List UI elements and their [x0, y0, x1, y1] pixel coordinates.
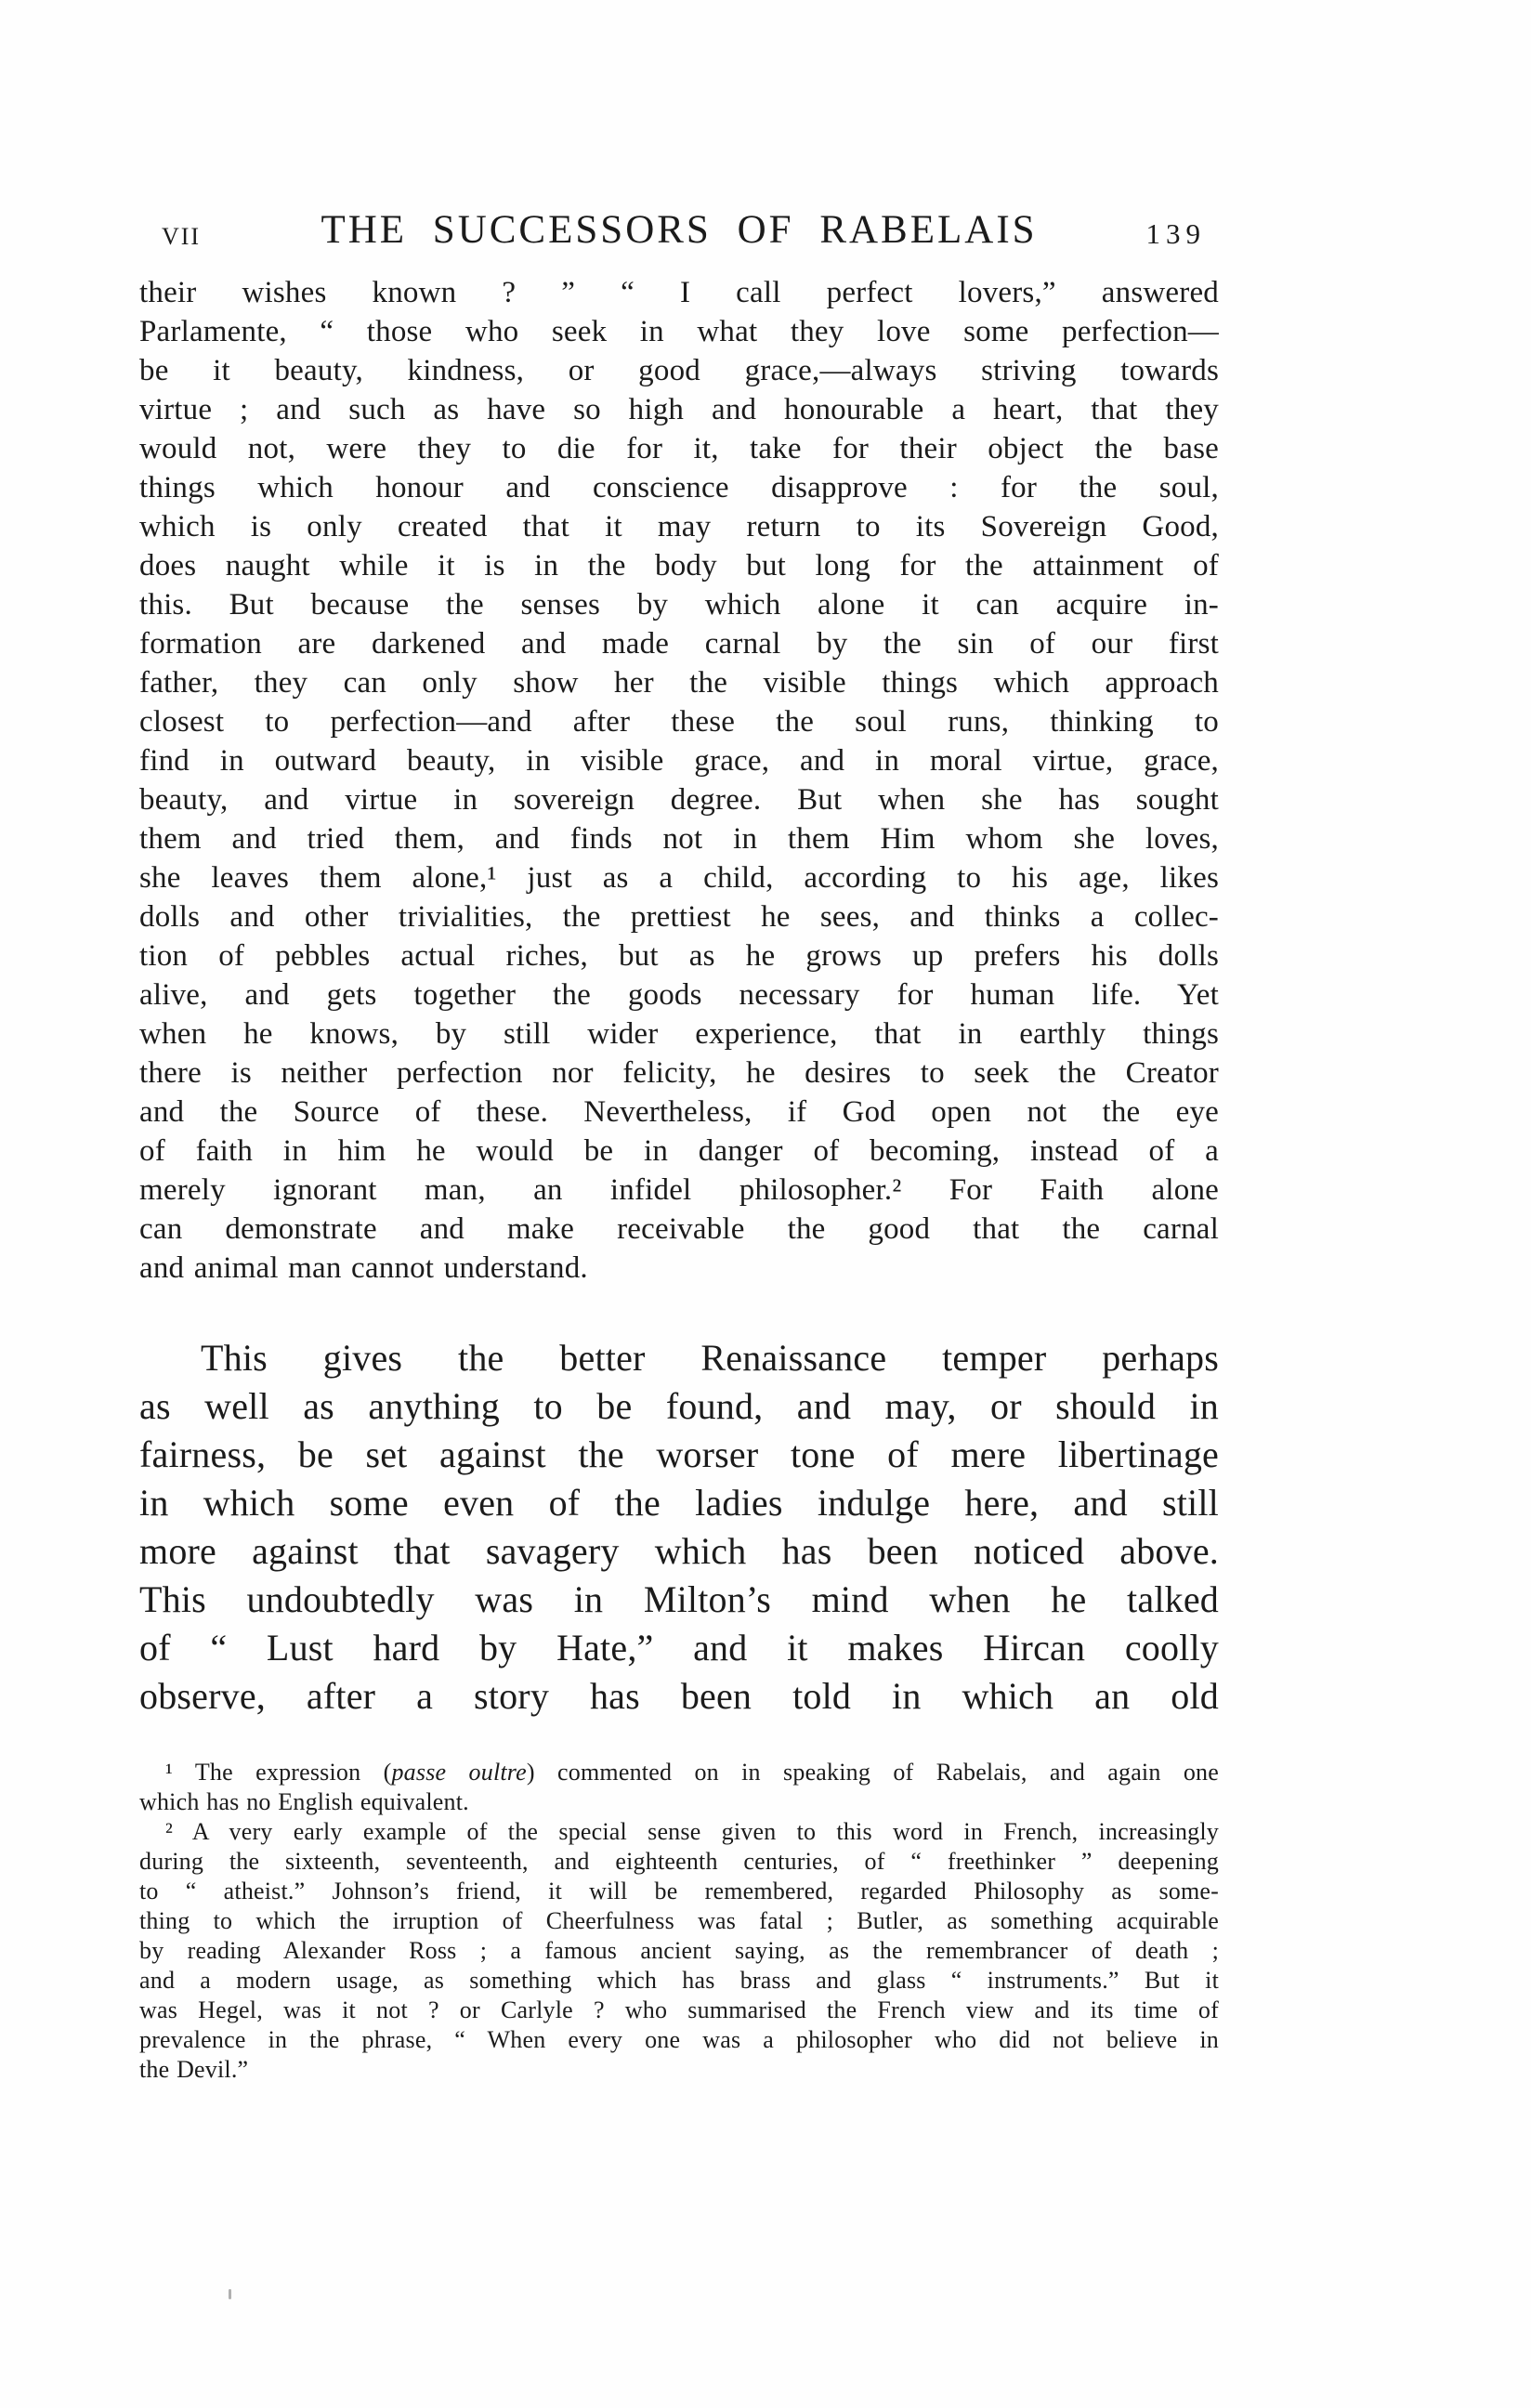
- footnote-2-line: by reading Alexander Ross ; a famous ancient saying, as the remembrancer of death ;: [139, 1937, 1219, 1964]
- body-text-line: tion of pebbles actual riches, but as he grows up prefers his dolls: [139, 939, 1219, 973]
- footnote-2-line: and a modern usage, as something which has brass and glass “ instruments.” But it: [139, 1967, 1219, 1994]
- commentary-text-line: of “ Lust hard by Hate,” and it makes Hircan coolly: [139, 1627, 1219, 1669]
- body-text-line: merely ignorant man, an infidel philosopher.² For Faith alone: [139, 1173, 1219, 1207]
- body-text-line: she leaves them alone,¹ just as a child, according to his age, likes: [139, 861, 1219, 895]
- body-text-line: and the Source of these. Nevertheless, if God open not the eye: [139, 1095, 1219, 1129]
- footnote-2: [139, 1817, 1219, 2085]
- page-number: 139: [1145, 217, 1206, 250]
- commentary-text-line: as well as anything to be found, and may, or should in: [139, 1385, 1219, 1427]
- commentary-text-line: This undoubtedly was in Milton’s mind when he talked: [139, 1578, 1219, 1620]
- body-text-line: can demonstrate and make receivable the good that the carnal: [139, 1212, 1219, 1246]
- footnote-2-line: thing to which the irruption of Cheerfulness was fatal ; Butler, as something acquirable: [139, 1907, 1219, 1934]
- body-text-line: their wishes known ? ” “ I call perfect lovers,” answered: [139, 276, 1219, 309]
- chapter-number: VII: [162, 223, 202, 250]
- text-block: [139, 206, 1219, 2085]
- body-text-line: find in outward beauty, in visible grace, and in moral virtue, grace,: [139, 744, 1219, 778]
- footnote-1-line-2: which has no English equivalent.: [139, 1788, 469, 1815]
- body-text-line: this. But because the senses by which alone it can acquire in-: [139, 588, 1219, 622]
- commentary-text-line: fairness, be set against the worser tone of mere libertinage: [139, 1433, 1219, 1475]
- footnote-2-line: during the sixteenth, seventeenth, and eighteenth centuries, of “ freethinker ” deepening: [139, 1848, 1219, 1875]
- body-text-line: of faith in him he would be in danger of becoming, instead of a: [139, 1134, 1219, 1168]
- footnote-2-line: ² A very early example of the special sense given to this word in French, increasingly: [165, 1818, 1219, 1845]
- body-text-line: beauty, and virtue in sovereign degree. But when she has sought: [139, 783, 1219, 817]
- body-text-line: them and tried them, and finds not in them Him whom she loves,: [139, 822, 1219, 856]
- body-text-line: when he knows, by still wider experience, that in earthly things: [139, 1017, 1219, 1051]
- footnote-1-line-1: [139, 1758, 1219, 1787]
- paragraph-commentary: [139, 1334, 1219, 1721]
- running-title: THE SUCCESSORS OF RABELAIS: [321, 208, 1038, 252]
- footnote-2-line: prevalence in the phrase, “ When every one was a philosopher who did not believe in: [139, 2026, 1219, 2053]
- body-text-line: there is neither perfection nor felicity, he desires to seek the Creator: [139, 1056, 1219, 1090]
- footnote-2-line: was Hegel, was it not ? or Carlyle ? who summarised the French view and its time of: [139, 1996, 1219, 2023]
- footnotes-section: [139, 1758, 1219, 2085]
- footnote-2-line: the Devil.”: [139, 2056, 249, 2083]
- body-text-line: would not, were they to die for it, take for their object the base: [139, 432, 1219, 465]
- body-text-line: virtue ; and such as have so high and honourable a heart, that they: [139, 393, 1219, 426]
- body-text-line: which is only created that it may return to its Sovereign Good,: [139, 510, 1219, 543]
- commentary-text-line: in which some even of the ladies indulge here, and still: [139, 1482, 1219, 1524]
- footnote-1-italic-phrase: passe oultre: [391, 1759, 527, 1786]
- body-text-line: be it beauty, kindness, or good grace,—always striving towards: [139, 354, 1219, 387]
- body-text-line: things which honour and conscience disapprove : for the soul,: [139, 471, 1219, 504]
- running-header: [139, 206, 1219, 253]
- body-text-line: closest to perfection—and after these the soul runs, thinking to: [139, 705, 1219, 739]
- body-text-line: father, they can only show her the visible things which approach: [139, 666, 1219, 700]
- body-text-line: dolls and other trivialities, the prettiest he sees, and thinks a collec-: [139, 900, 1219, 934]
- body-text-line: and animal man cannot understand.: [139, 1251, 588, 1285]
- paragraph-main: [139, 273, 1219, 1288]
- body-text-line: formation are darkened and made carnal by the sin of our first: [139, 627, 1219, 661]
- footnote-2-line: to “ atheist.” Johnson’s friend, it will be remembered, regarded Philosophy as some-: [139, 1878, 1219, 1904]
- body-text-line: alive, and gets together the goods necessary for human life. Yet: [139, 978, 1219, 1012]
- footnote-1-text-pre: ¹ The expression (: [165, 1759, 392, 1786]
- commentary-text-line: observe, after a story has been told in which an old: [139, 1675, 1219, 1717]
- scan-artifact-mark: [229, 2289, 231, 2299]
- commentary-text-line: more against that savagery which has been noticed above.: [139, 1530, 1219, 1572]
- body-text-line: does naught while it is in the body but long for the attainment of: [139, 549, 1219, 582]
- commentary-text-line: This gives the better Renaissance temper perhaps: [201, 1337, 1219, 1379]
- body-text-line: Parlamente, “ those who seek in what they love some perfection—: [139, 315, 1219, 348]
- footnote-1-text-post: ) commented on in speaking of Rabelais, and again one: [526, 1759, 1219, 1786]
